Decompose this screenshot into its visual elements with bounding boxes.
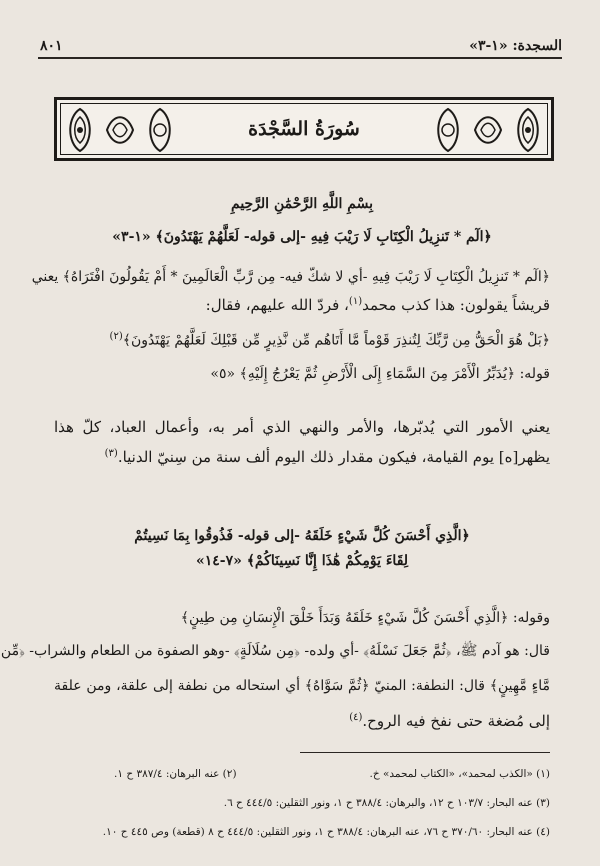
left-ornament-3-icon bbox=[143, 105, 177, 155]
commentary-line-5: يعني الأمور التي يُدبّرها، والأمر والنهي الذي أمر به، وأعمال العباد، كلّ هذا bbox=[54, 418, 550, 436]
footnote-marker-2: (٢) bbox=[109, 331, 123, 342]
commentary-line-2-end: ، فردّ الله عليهم، فقال: bbox=[205, 296, 349, 314]
surah-banner bbox=[54, 97, 554, 161]
commentary-line-3 bbox=[54, 331, 550, 349]
commentary2-line-2: قال: هو آدم ﷺ، ﴿ثُمَّ جَعَلَ نَسْلَهُ﴾ -أي ولده- ﴿مِن سُلَالَةٍ﴾ -وهو الصفوة من الطعام والشراب- ﴿مِّن bbox=[0, 643, 550, 659]
basmala: بِسْمِ اللَّهِ الرَّحْمَٰنِ الرَّحِيمِ bbox=[231, 196, 373, 212]
footnote-row-1 bbox=[54, 768, 550, 780]
footnote-2: (٢) عنه البرهان: ٣٨٧/٤ ح ١. bbox=[114, 768, 237, 780]
commentary-line-4: قوله: ﴿يُدَبِّرُ الْأَمْرَ مِنَ السَّمَاءِ إِلَى الْأَرْضِ ثُمَّ يَعْرُجُ إِلَيْهِ﴾ «٥» bbox=[210, 366, 550, 382]
footnote-4: (٤) عنه البحار: ٣٧٠/٦٠ ح ٧٦، عنه البرهان: ٣٨٨/٤ ح ١، ونور الثقلين: ٤٤٤/٥ ح ٨ (قطعة) وص ٤٤٥ ح ١٠. bbox=[102, 826, 550, 838]
footnote-1: (١) «الكذب لمحمد»، «الكتاب لمحمد» خ. bbox=[369, 768, 550, 780]
commentary-line-2-text: قريشاً يقولون: هذا كذب محمد bbox=[362, 296, 550, 314]
commentary-line-6 bbox=[54, 448, 550, 466]
footnote-marker-3: (٣) bbox=[104, 448, 118, 459]
verse-heading-2-line-1: ﴿الَّذِي أَحْسَنَ كُلَّ شَيْءٍ خَلَقَهُ -إلى قوله- فَذُوقُوا بِمَا نَسِيتُمْ bbox=[134, 528, 470, 544]
running-header bbox=[40, 32, 562, 54]
footnote-3: (٣) عنه البحار: ١٠٣/٧ ح ١٢، والبرهان: ٣٨٨/٤ ح ١، ونور الثقلين: ٤٤٤/٥ ح ٦. bbox=[223, 797, 550, 809]
commentary-line-1: ﴿الٓم * تَنزِيلُ الْكِتَابِ لَا رَيْبَ فِيهِ -أي لا شكّ فيه- مِن رَّبِّ الْعَالَمِينَ * أَمْ يَقُولُونَ افْتَرَاهُ﴾ يعني bbox=[31, 269, 550, 285]
surah-reference: السجدة: «١-٣» bbox=[469, 38, 562, 54]
commentary-line-3-text: ﴿بَلْ هُوَ الْحَقُّ مِن رَّبِّكَ لِتُنذِرَ قَوْماً مَّا أَتَاهُم مِّن نَّذِيرٍ مِّن قَبْلِكَ لَعَلَّهُمْ يَهْتَدُونَ﴾ bbox=[122, 332, 550, 349]
commentary-line-6-text: يظهر[ه] يوم القيامة، فيكون مقدار ذلك اليوم ألف سنة من سِنيّ الدنيا. bbox=[117, 448, 550, 466]
header-rule bbox=[38, 57, 562, 59]
left-ornament-icon bbox=[63, 105, 97, 155]
surah-title: سُورَةُ السَّجْدَة bbox=[238, 116, 370, 142]
commentary-line-2 bbox=[54, 296, 550, 314]
right-ornament-icon bbox=[511, 105, 545, 155]
commentary2-line-4 bbox=[54, 712, 550, 730]
commentary2-line-4-text: إلى مُضغة حتى نفخ فيه الروح. bbox=[362, 712, 550, 730]
right-ornament-2-icon bbox=[471, 105, 505, 155]
footnote-marker-1: (١) bbox=[348, 296, 363, 307]
verse-heading-2-line-2: لِقَاءَ يَوْمِكُمْ هَٰذَا إِنَّا نَسِينَاكُمْ﴾ «٧-١٤» bbox=[195, 553, 409, 569]
commentary2-line-3: مَّاءٍ مَّهِينٍ﴾ قال: النطفة: المنيّ ﴿ثُمَّ سَوَّاهُ﴾ أي استحاله من نطفة إلى علقة، ومن علقة bbox=[54, 678, 550, 694]
footnote-separator bbox=[300, 752, 550, 753]
commentary2-line-1: وقوله: ﴿الَّذِي أَحْسَنَ كُلَّ شَيْءٍ خَلَقَهُ وَبَدَأَ خَلْقَ الْإِنسَانِ مِن طِينٍ﴾ bbox=[180, 610, 550, 626]
footnote-marker-4: (٤) bbox=[349, 712, 363, 723]
left-ornament-2-icon bbox=[103, 105, 137, 155]
page-number: ٨٠١ bbox=[40, 38, 63, 54]
right-ornament-3-icon bbox=[431, 105, 465, 155]
verse-heading-1: ﴿الٓم * تَنزِيلُ الْكِتَابِ لَا رَيْبَ فِيهِ -إلى قوله- لَعَلَّهُمْ يَهْتَدُونَ﴾ «١-٣» bbox=[112, 229, 492, 245]
